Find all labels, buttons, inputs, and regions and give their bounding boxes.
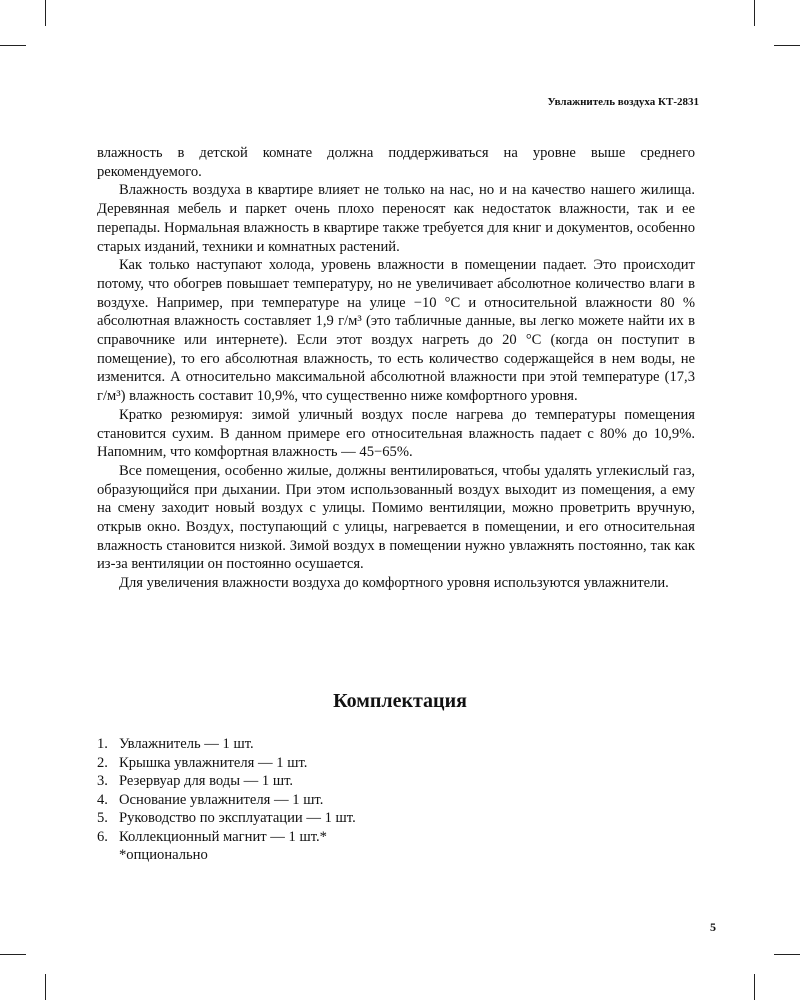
paragraph: Все помещения, особенно жилые, должны вентилироваться, чтобы удалять углекислый газ, образующийся при дыхании. При этом использованный воздух выходит из помещения, а ему на смену заходит новый воздух с улицы. Помимо вентиляции, можно проветрить вручную, открыв окно. Воздух, поступающий с улицы, нагревается в помещении, и его относительная влажность становится низкой. Зимой воздух в помещении нужно увлажнять постоянно, так как из-за вентиляции он постоянно осушается. xyxy=(97,462,695,573)
crop-mark-bottom-left-v xyxy=(45,974,46,1000)
paragraph: Для увеличения влажности воздуха до комфортного уровня используются увлажнители. xyxy=(119,575,669,592)
list-item xyxy=(97,809,356,828)
list-item-text: Резервуар для воды — 1 шт. xyxy=(119,773,294,789)
list-item xyxy=(97,772,356,791)
crop-mark-bottom-left-h xyxy=(0,954,26,955)
crop-mark-bottom-right-h xyxy=(774,954,800,955)
paragraph: Как только наступают холода, уровень влажности в помещении падает. Это происходит потому, что обогрев повышает температуру, но не увеличивает абсолютное количество влаги в воздухе. Например, при температуре на улице −10 °С и относительной влажности 80 % абсолютная влажность составляет 1,9 г/м³ (это табличные данные, вы легко можете найти их в справочнике или интернете). Если этот воздух нагреть до 20 °С (когда он поступит в помещение), то его абсолютная влажность, то есть количество содержащейся в нем воды, не изменится. А относительно максимальной абсолютной влажности при этой температуре (17,3 г/м³) влажность составит 10,9%, что существенно ниже комфортного уровня. xyxy=(97,257,695,405)
list-item-text: Руководство по эксплуатации — 1 шт. xyxy=(119,810,356,826)
crop-mark-top-left-v xyxy=(45,0,46,26)
crop-mark-top-right-v xyxy=(754,0,755,26)
paragraph: Кратко резюмируя: зимой уличный воздух после нагрева до температуры помещения становится сухим. В данном примере его относительная влажность падает с 80% до 10,9%. Напомним, что комфортная влажность — 45−65%. xyxy=(97,406,695,461)
list-item xyxy=(97,791,356,810)
paragraph: Влажность воздуха в квартире влияет не только на нас, но и на качество нашего жилища. Деревянная мебель и паркет очень плохо переносят как недостаток влажности, так и ее перепады. Нормальная влажность в квартире также требуется для книг и документов, особенно старых изданий, техники и комнатных растений. xyxy=(97,182,695,255)
crop-mark-top-right-h xyxy=(774,45,800,46)
page-number: 5 xyxy=(710,920,716,934)
footnote: *опционально xyxy=(119,847,208,863)
list-item-number: 6. xyxy=(97,828,108,845)
list-item-text: Основание увлажнителя — 1 шт. xyxy=(119,791,324,808)
crop-mark-top-left-h xyxy=(0,45,26,46)
list-item-number: 4. xyxy=(97,791,108,808)
running-header: Увлажнитель воздуха КТ-2831 xyxy=(547,96,699,108)
list-item-number: 1. xyxy=(97,736,108,752)
list-item-number: 5. xyxy=(97,810,108,826)
section-title: Комплектация xyxy=(333,690,467,712)
crop-mark-bottom-right-v xyxy=(754,974,755,1000)
body-text xyxy=(97,144,695,593)
items-list xyxy=(97,735,356,865)
list-item-number: 3. xyxy=(97,773,108,789)
list-item xyxy=(97,828,356,847)
list-item-text: Крышка увлажнителя — 1 шт. xyxy=(119,754,308,771)
list-item xyxy=(97,754,356,773)
list-item-text: Увлажнитель — 1 шт. xyxy=(119,736,254,752)
paragraph: влажность в детской комнате должна поддерживаться на уровне выше среднего рекомендуемого. xyxy=(97,145,695,180)
list-item-number: 2. xyxy=(97,754,108,771)
list-item-text: Коллекционный магнит — 1 шт.* xyxy=(119,828,327,845)
list-item xyxy=(97,735,356,754)
